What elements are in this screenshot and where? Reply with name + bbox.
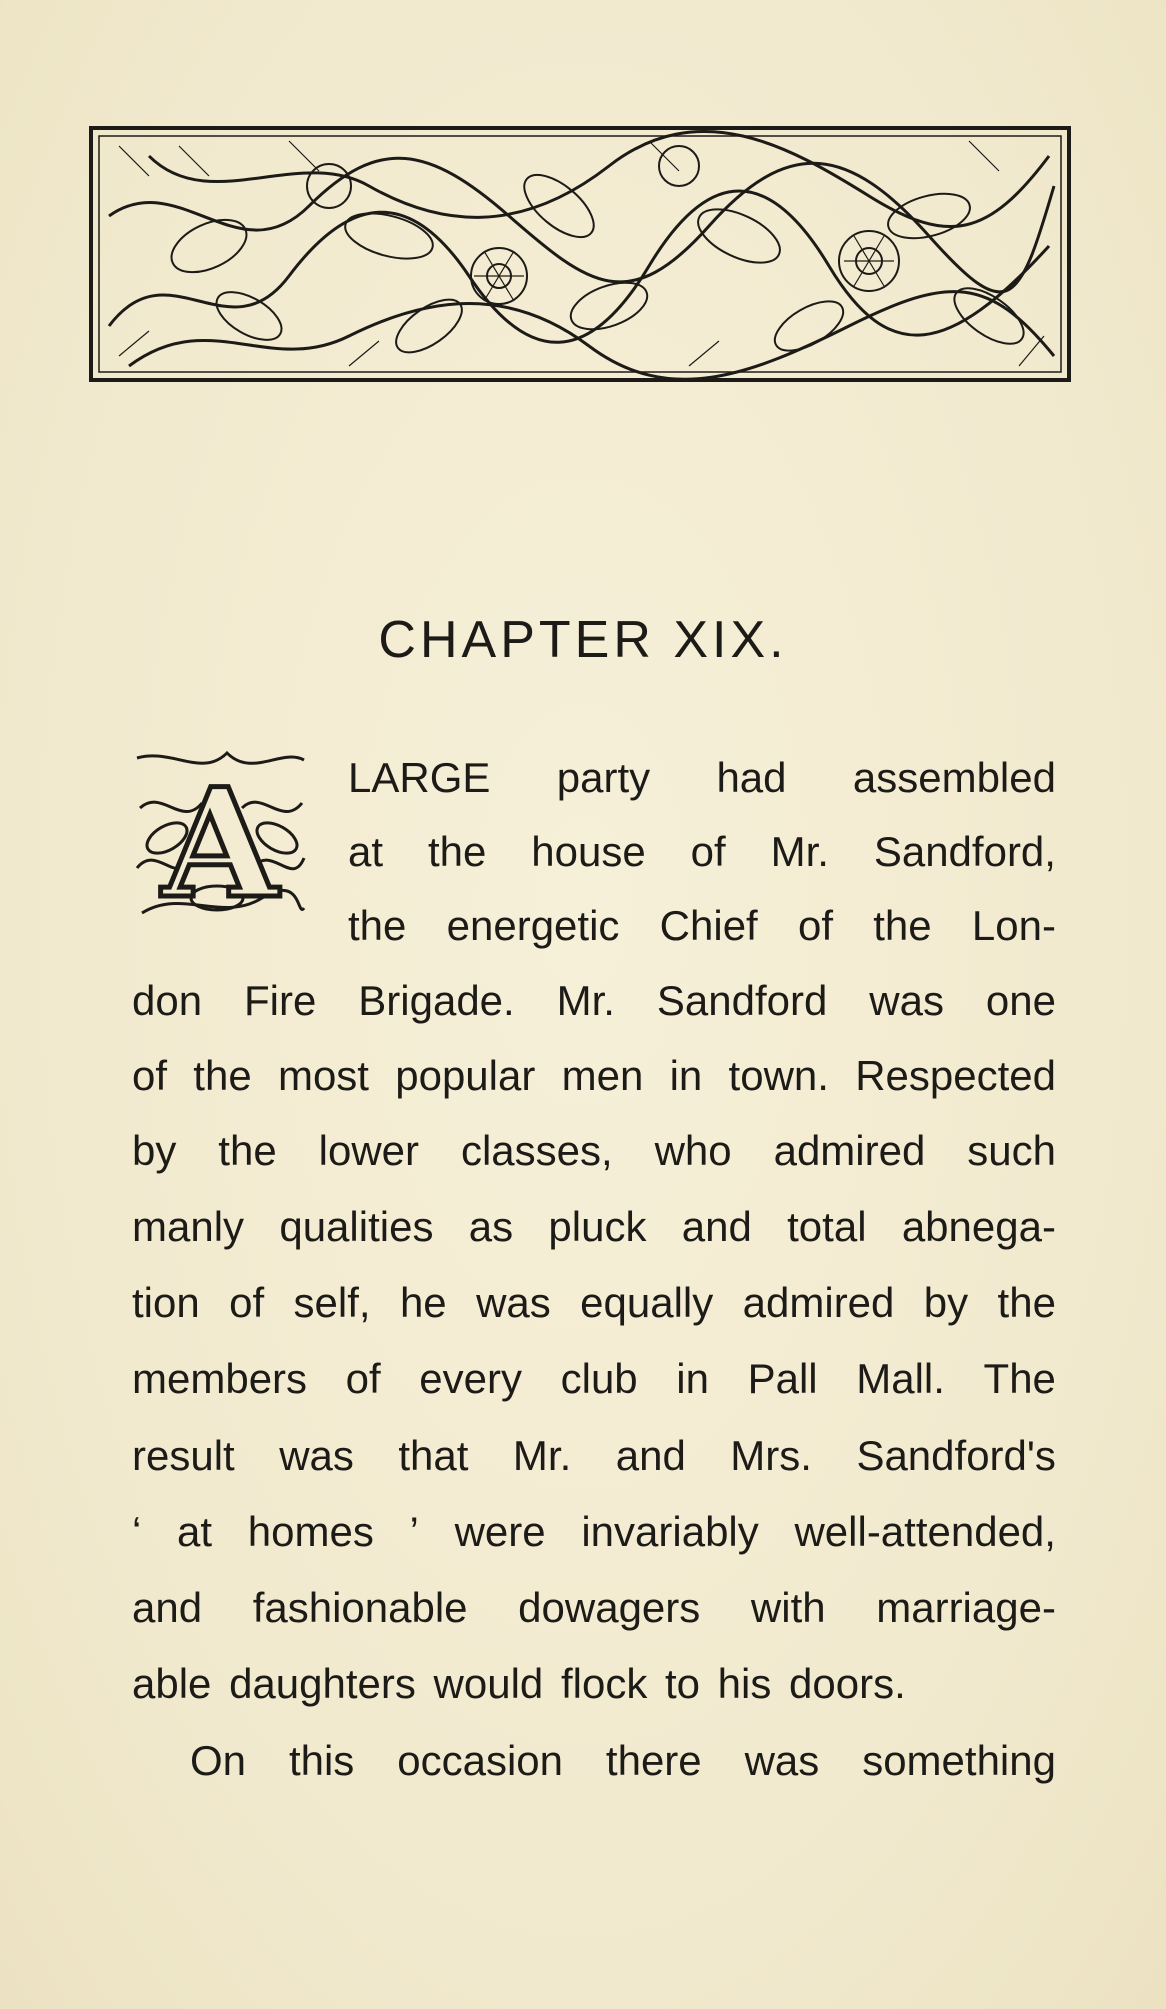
word: was	[869, 977, 944, 1024]
word: well-attended,	[794, 1508, 1056, 1555]
word: popular	[395, 1052, 536, 1099]
word: Sandford's	[856, 1432, 1056, 1479]
word: ’	[409, 1508, 419, 1555]
word: Mr.	[512, 1432, 572, 1479]
word: invariably	[581, 1508, 759, 1555]
word: members	[132, 1355, 308, 1402]
word: abnega-	[901, 1203, 1056, 1250]
word: qualities	[279, 1203, 434, 1250]
word: Mall.	[856, 1355, 945, 1402]
word: with	[750, 1584, 826, 1631]
word: the	[348, 902, 407, 949]
decorated-initial-a	[132, 748, 307, 923]
word: he	[399, 1279, 447, 1326]
word: in	[669, 1052, 703, 1099]
floral-headpiece-ornament	[89, 126, 1071, 382]
word: as	[468, 1203, 514, 1250]
word: one	[985, 977, 1056, 1024]
word: Chief	[659, 902, 758, 949]
word: On	[190, 1737, 247, 1784]
word: house	[531, 828, 646, 875]
word: homes	[247, 1508, 374, 1555]
word: occasion	[397, 1737, 563, 1784]
word: was	[279, 1432, 354, 1479]
text-line-7	[132, 1199, 1056, 1255]
word: were	[454, 1508, 546, 1555]
word: the	[218, 1127, 277, 1174]
word: Pall	[747, 1355, 818, 1402]
word: that	[398, 1432, 469, 1479]
word: of	[690, 828, 726, 875]
word: don	[132, 977, 203, 1024]
word: manly	[132, 1203, 245, 1250]
text-line-11	[132, 1504, 1056, 1560]
word: the	[427, 828, 487, 875]
word: most	[277, 1052, 369, 1099]
word: there	[605, 1737, 702, 1784]
chapter-title: CHAPTER XIX.	[378, 611, 788, 669]
word: self,	[293, 1279, 371, 1326]
word: result	[132, 1432, 235, 1479]
word: total	[787, 1203, 867, 1250]
word: tion	[132, 1279, 200, 1326]
word: Lon-	[971, 902, 1056, 949]
word: equally	[580, 1279, 714, 1326]
word: marriage-	[876, 1584, 1056, 1631]
word: Sandford	[656, 977, 828, 1024]
word: Respected	[855, 1052, 1056, 1099]
text-line-2	[348, 824, 1056, 880]
word: at	[348, 828, 384, 875]
word: the	[873, 902, 932, 949]
text-line-6	[132, 1123, 1056, 1179]
word: classes,	[460, 1127, 613, 1174]
word: men	[561, 1052, 644, 1099]
word: fashionable	[252, 1584, 468, 1631]
word: had	[716, 754, 787, 801]
word: who	[654, 1127, 732, 1174]
word: was	[744, 1737, 820, 1784]
text-line-14	[190, 1733, 1056, 1789]
word: Mrs.	[730, 1432, 812, 1479]
word: lower	[318, 1127, 419, 1174]
word: The	[983, 1355, 1056, 1402]
text-line-9	[132, 1351, 1056, 1407]
word: such	[967, 1127, 1056, 1174]
word: Mr.	[556, 977, 615, 1024]
word: of	[132, 1052, 168, 1099]
word: assembled	[852, 754, 1056, 801]
word: town.	[728, 1052, 829, 1099]
word: party	[556, 754, 651, 801]
text-line-13: able daughters would flock to his doors.	[132, 1660, 906, 1707]
word: ‘	[132, 1508, 142, 1555]
word: and	[615, 1432, 686, 1479]
word: this	[288, 1737, 355, 1784]
text-line-4	[132, 973, 1056, 1029]
word: of	[229, 1279, 265, 1326]
word: of	[797, 902, 834, 949]
word: the	[997, 1279, 1056, 1326]
text-line-5	[132, 1048, 1056, 1104]
word: by	[923, 1279, 969, 1326]
word: was	[476, 1279, 551, 1326]
word: pluck	[548, 1203, 647, 1250]
word: something	[862, 1737, 1056, 1784]
text-line-12	[132, 1580, 1056, 1636]
word: of	[345, 1355, 381, 1402]
word: at	[177, 1508, 213, 1555]
text-line-8	[132, 1275, 1056, 1331]
word: energetic	[446, 902, 620, 949]
word: Fire	[244, 977, 317, 1024]
word: in	[676, 1355, 709, 1402]
word: every	[419, 1355, 522, 1402]
word: the	[193, 1052, 252, 1099]
word: dowagers	[518, 1584, 701, 1631]
word: admired	[773, 1127, 926, 1174]
text-line-1	[348, 750, 1056, 806]
drop-cap-letter: A	[161, 756, 279, 923]
word: by	[132, 1127, 177, 1174]
word: club	[560, 1355, 638, 1402]
text-line-3	[348, 898, 1056, 954]
word: and	[132, 1584, 203, 1631]
word: LARGE	[348, 754, 491, 801]
word: admired	[742, 1279, 895, 1326]
word: Sandford,	[873, 828, 1056, 875]
word: Brigade.	[358, 977, 515, 1024]
text-line-10	[132, 1428, 1056, 1484]
word: Mr.	[770, 828, 829, 875]
word: and	[681, 1203, 752, 1250]
